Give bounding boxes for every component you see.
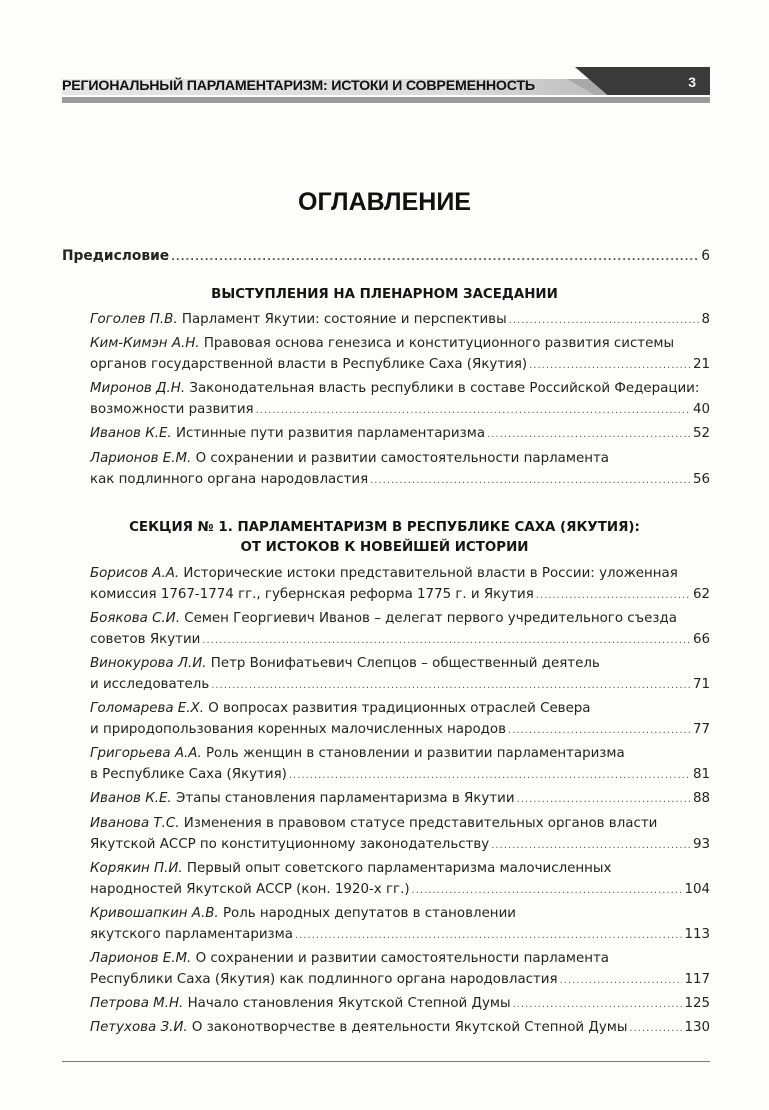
leader-dots: [560, 970, 683, 991]
toc-entry[interactable]: [90, 813, 710, 834]
toc-entry-preface[interactable]: [62, 246, 710, 268]
leader-dots: [529, 355, 691, 376]
toc-author: Кривошапкин А.В.: [90, 906, 219, 921]
leader-dots: [491, 835, 691, 856]
toc-page-number: 104: [684, 882, 710, 897]
toc-entry[interactable]: [90, 788, 710, 810]
toc-title: Этапы становления парламентаризма в Якутии: [175, 791, 515, 806]
toc-title: Семен Георгиевич Иванов – делегат первого учредительного съезда: [184, 611, 677, 626]
leader-dots: [487, 424, 691, 445]
toc-entry-continuation[interactable]: [90, 674, 710, 696]
toc-entry-continuation[interactable]: [90, 764, 710, 786]
toc-page-number: 56: [692, 472, 710, 487]
toc-entry-continuation[interactable]: [90, 629, 710, 651]
section-heading: СЕКЦИЯ № 1. ПАРЛАМЕНТАРИЗМ В РЕСПУБЛИКЕ САХА (ЯКУТИЯ):: [129, 520, 640, 535]
toc-title: Петр Вонифатьевич Слепцов – общественный деятель: [210, 656, 600, 671]
leader-dots: [629, 1018, 682, 1039]
toc-entry[interactable]: [90, 423, 710, 445]
toc-entry[interactable]: [90, 378, 710, 399]
toc-title: Роль женщин в становлении и развитии парламентаризма: [205, 746, 625, 761]
toc-title: и исследователь: [90, 677, 210, 692]
page-number: 3: [688, 74, 696, 90]
toc-author: Иванов К.Е.: [90, 791, 172, 806]
toc-author: Корякин П.И.: [90, 861, 183, 876]
leader-dots: [211, 675, 691, 696]
toc-author: Ларионов Е.М.: [90, 451, 192, 466]
toc-title: Начало становления Якутской Степной Думы: [187, 996, 511, 1011]
leader-dots: [256, 400, 691, 421]
toc-entry-continuation[interactable]: [90, 834, 710, 856]
toc-page-number: 62: [692, 587, 710, 602]
toc-page-number: 21: [692, 357, 710, 372]
toc-author: Ларионов Е.М.: [90, 951, 192, 966]
leader-dots: [536, 585, 691, 606]
toc-page-number: 117: [684, 972, 710, 987]
toc-entry[interactable]: [90, 743, 710, 764]
leader-dots: [370, 470, 691, 491]
toc-author: Иванова Т.С.: [90, 816, 180, 831]
toc-page-number: 77: [692, 722, 710, 737]
toc-entry-continuation[interactable]: [90, 399, 710, 421]
toc-page-number: 71: [692, 677, 710, 692]
toc-author: Боякова С.И.: [90, 611, 180, 626]
section-heading: ВЫСТУПЛЕНИЯ НА ПЛЕНАРНОМ ЗАСЕДАНИИ: [211, 287, 558, 302]
toc-page-number: 81: [692, 767, 710, 782]
toc-title: Правовая основа генезиса и конституционного развития системы: [203, 336, 675, 351]
toc-title: возможности развития: [90, 402, 254, 417]
toc-entry-continuation[interactable]: [90, 969, 710, 991]
toc-entry[interactable]: [90, 1017, 710, 1039]
toc-entry[interactable]: [90, 563, 710, 584]
toc-title: Парламент Якутии: состояние и перспективы: [181, 312, 507, 327]
leader-dots: [295, 925, 682, 946]
header-rule: [62, 97, 710, 103]
toc-entry[interactable]: [90, 608, 710, 629]
toc-title: в Республике Саха (Якутия): [90, 767, 287, 782]
footer-rule: [62, 1061, 710, 1062]
toc-title: народностей Якутской АССР (кон. 1920-х гг.): [90, 882, 410, 897]
toc-page-number: 40: [692, 402, 710, 417]
toc-title: Законодательная власть республики в составе Российской Федерации:: [189, 381, 700, 396]
toc-author: Голомарева Е.Х.: [90, 701, 204, 716]
toc-title: комиссия 1767-1774 гг., губернская реформа 1775 г. и Якутия: [90, 587, 534, 602]
toc-author: Иванов К.Е.: [90, 426, 172, 441]
toc-entry[interactable]: [90, 948, 710, 969]
toc-title: якутского парламентаризма: [90, 927, 293, 942]
toc-entry[interactable]: [90, 333, 710, 354]
toc-entry-continuation[interactable]: [90, 924, 710, 946]
toc-author: Борисов А.А.: [90, 566, 180, 581]
toc-author: Ким-Кимэн А.Н.: [90, 336, 200, 351]
toc-author: Миронов Д.Н.: [90, 381, 186, 396]
toc-title: О законотворчестве в деятельности Якутской Степной Думы: [191, 1020, 628, 1035]
leader-dots: [202, 630, 691, 651]
toc-page-number: 125: [684, 996, 710, 1011]
section-heading-line-2: ОТ ИСТОКОВ К НОВЕЙШЕЙ ИСТОРИИ: [240, 540, 529, 555]
toc-title: Первый опыт советского парламентаризма малочисленных: [186, 861, 612, 876]
toc-author: Гоголев П.В.: [90, 312, 178, 327]
toc-entry[interactable]: [90, 903, 710, 924]
toc-entry-label: Предисловие: [62, 248, 170, 264]
toc-entry[interactable]: [90, 858, 710, 879]
toc-title: О сохранении и развитии самостоятельности парламента: [195, 451, 609, 466]
toc-page-number: 6: [701, 248, 710, 264]
toc-title: О сохранении и развитии самостоятельности парламента: [195, 951, 609, 966]
leader-dots: [509, 310, 700, 331]
toc-page-number: 113: [684, 927, 710, 942]
toc-title: советов Якутии: [90, 632, 201, 647]
toc-page-number: 130: [684, 1020, 710, 1035]
toc-entry-continuation[interactable]: [90, 584, 710, 606]
toc-title: как подлинного органа народовластия: [90, 472, 369, 487]
toc-title: Якутской АССР по конституционному законодательству: [90, 837, 490, 852]
toc-page-number: 66: [692, 632, 710, 647]
toc-title: органов государственной власти в Республике Саха (Якутия): [90, 357, 528, 372]
toc-author: Петухова З.И.: [90, 1020, 188, 1035]
toc-page-number: 88: [692, 791, 710, 806]
toc-entry[interactable]: [90, 309, 710, 331]
toc-title: Исторические истоки представительной власти в России: уложенная: [183, 566, 678, 581]
toc-title: и природопользования коренных малочисленных народов: [90, 722, 507, 737]
toc-entry-continuation[interactable]: [90, 879, 710, 901]
running-title: РЕГИОНАЛЬНЫЙ ПАРЛАМЕНТАРИЗМ: ИСТОКИ И СОВРЕМЕННОСТЬ: [62, 78, 535, 94]
toc-page-number: 93: [692, 837, 710, 852]
toc-title: Республики Саха (Якутия) как подлинного органа народовластия: [90, 972, 558, 987]
toc-entry[interactable]: [90, 653, 710, 674]
toc-author: Петрова М.Н.: [90, 996, 184, 1011]
toc-entry[interactable]: [90, 993, 710, 1015]
leader-dots: [289, 765, 691, 786]
toc-page-number: 8: [701, 312, 710, 327]
toc-entry[interactable]: [90, 698, 710, 719]
toc-entry[interactable]: [90, 448, 710, 469]
page-title: ОГЛАВЛЕНИЕ: [298, 188, 471, 216]
toc-author: Григорьева А.А.: [90, 746, 202, 761]
running-header: [62, 67, 710, 97]
toc-author: Винокурова Л.И.: [90, 656, 207, 671]
leader-dots: [412, 880, 683, 901]
toc-title: Истинные пути развития парламентаризма: [175, 426, 486, 441]
toc-title: Изменения в правовом статусе представительных органов власти: [183, 816, 658, 831]
toc-title: О вопросах развития традиционных отраслей Севера: [208, 701, 591, 716]
toc-entry-continuation[interactable]: [90, 719, 710, 741]
leader-dots: [171, 247, 699, 268]
toc-title: Роль народных депутатов в становлении: [222, 906, 516, 921]
leader-dots: [508, 720, 691, 741]
toc-page-number: 52: [692, 426, 710, 441]
toc-entry-continuation[interactable]: [90, 469, 710, 491]
leader-dots: [513, 994, 683, 1015]
toc-entry-continuation[interactable]: [90, 354, 710, 376]
leader-dots: [517, 789, 691, 810]
